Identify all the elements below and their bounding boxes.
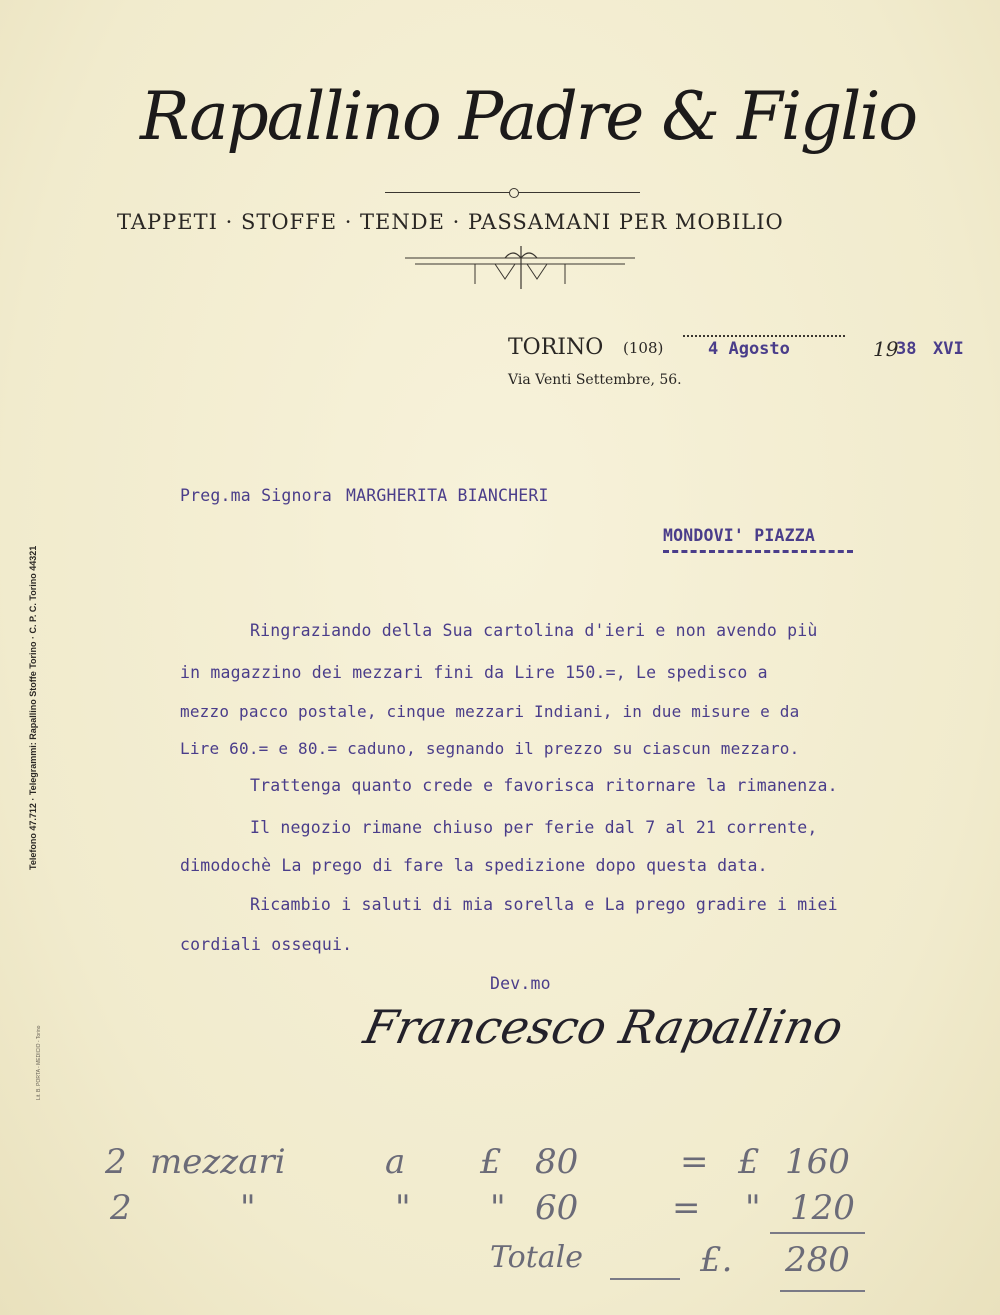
body-line: cordiali ossequi. (180, 935, 353, 954)
note-qty: 2 (105, 1142, 127, 1182)
note-currency: £ (738, 1142, 760, 1182)
note-total: 160 (785, 1142, 850, 1182)
note-grand-total: 280 (785, 1240, 850, 1280)
note-a: a (385, 1142, 406, 1182)
note-ditto: " (240, 1188, 256, 1228)
date-day-month: 4 Agosto (708, 339, 790, 359)
note-currency: £. (700, 1240, 733, 1280)
company-name: Rapallino Padre & Figlio (140, 78, 917, 155)
body-line: dimodochè La prego di fare la spedizione dopo questa data. (180, 856, 768, 875)
salutation: Preg.ma Signora (180, 486, 333, 505)
body-line: Trattenga quanto crede e favorisca ritornare la rimanenza. (250, 776, 838, 795)
note-item: mezzari (150, 1142, 286, 1182)
body-line: mezzo pacco postale, cinque mezzari Indiani, in due misure e da (180, 702, 800, 721)
year-suffix: 38 (896, 339, 917, 359)
note-price: 60 (535, 1188, 579, 1228)
closing: Dev.mo (490, 974, 551, 993)
year-prefix: 19 (873, 337, 899, 361)
body-line: Ringraziando della Sua cartolina d'ieri e non avendo più (250, 621, 818, 640)
body-line: Il negozio rimane chiuso per ferie dal 7 al 21 corrente, (250, 818, 818, 837)
company-address: Via Venti Settembre, 56. (508, 372, 682, 388)
note-qty: 2 (110, 1188, 132, 1228)
note-total-label: Totale (490, 1240, 584, 1275)
note-unit: £ (480, 1142, 502, 1182)
printer-imprint: Lit. B. PORTA - MEDICIO - Torino (36, 1025, 42, 1100)
place-underline (663, 550, 853, 553)
handwritten-signature: Francesco Rapallino (359, 1000, 848, 1054)
header-rule-ornament (509, 188, 519, 198)
fascist-era-year: XVI (933, 339, 964, 359)
recipient-name: MARGHERITA BIANCHERI (346, 486, 549, 505)
note-equals: = (672, 1188, 701, 1228)
postal-code: (108) (623, 339, 664, 357)
note-sum-rule (770, 1232, 865, 1234)
note-ditto: " (745, 1188, 761, 1228)
side-contacts: Telefono 47.712 · Telegrammi: Rapallino Stoffe Torino · C. P. C. Torino 44321 (28, 545, 38, 870)
body-line: Ricambio i saluti di mia sorella e La prego gradire i miei (250, 895, 838, 914)
note-equals: = (680, 1142, 709, 1182)
ornament-divider (405, 244, 635, 294)
note-ditto: " (490, 1188, 506, 1228)
body-line: Lire 60.= e 80.= caduno, segnando il prezzo su ciascun mezzaro. (180, 739, 800, 758)
recipient-place: MONDOVI' PIAZZA (663, 526, 816, 545)
city-label: TORINO (508, 335, 604, 360)
date-dotted-line (683, 335, 845, 337)
note-dash (610, 1278, 680, 1280)
company-tagline: TAPPETI · STOFFE · TENDE · PASSAMANI PER MOBILIO (117, 210, 784, 234)
note-total: 120 (790, 1188, 855, 1228)
note-ditto: " (395, 1188, 411, 1228)
note-total-underline (780, 1290, 865, 1292)
date-line (508, 335, 988, 365)
body-line: in magazzino dei mezzari fini da Lire 150.=, Le spedisco a (180, 663, 768, 682)
note-price: 80 (535, 1142, 579, 1182)
